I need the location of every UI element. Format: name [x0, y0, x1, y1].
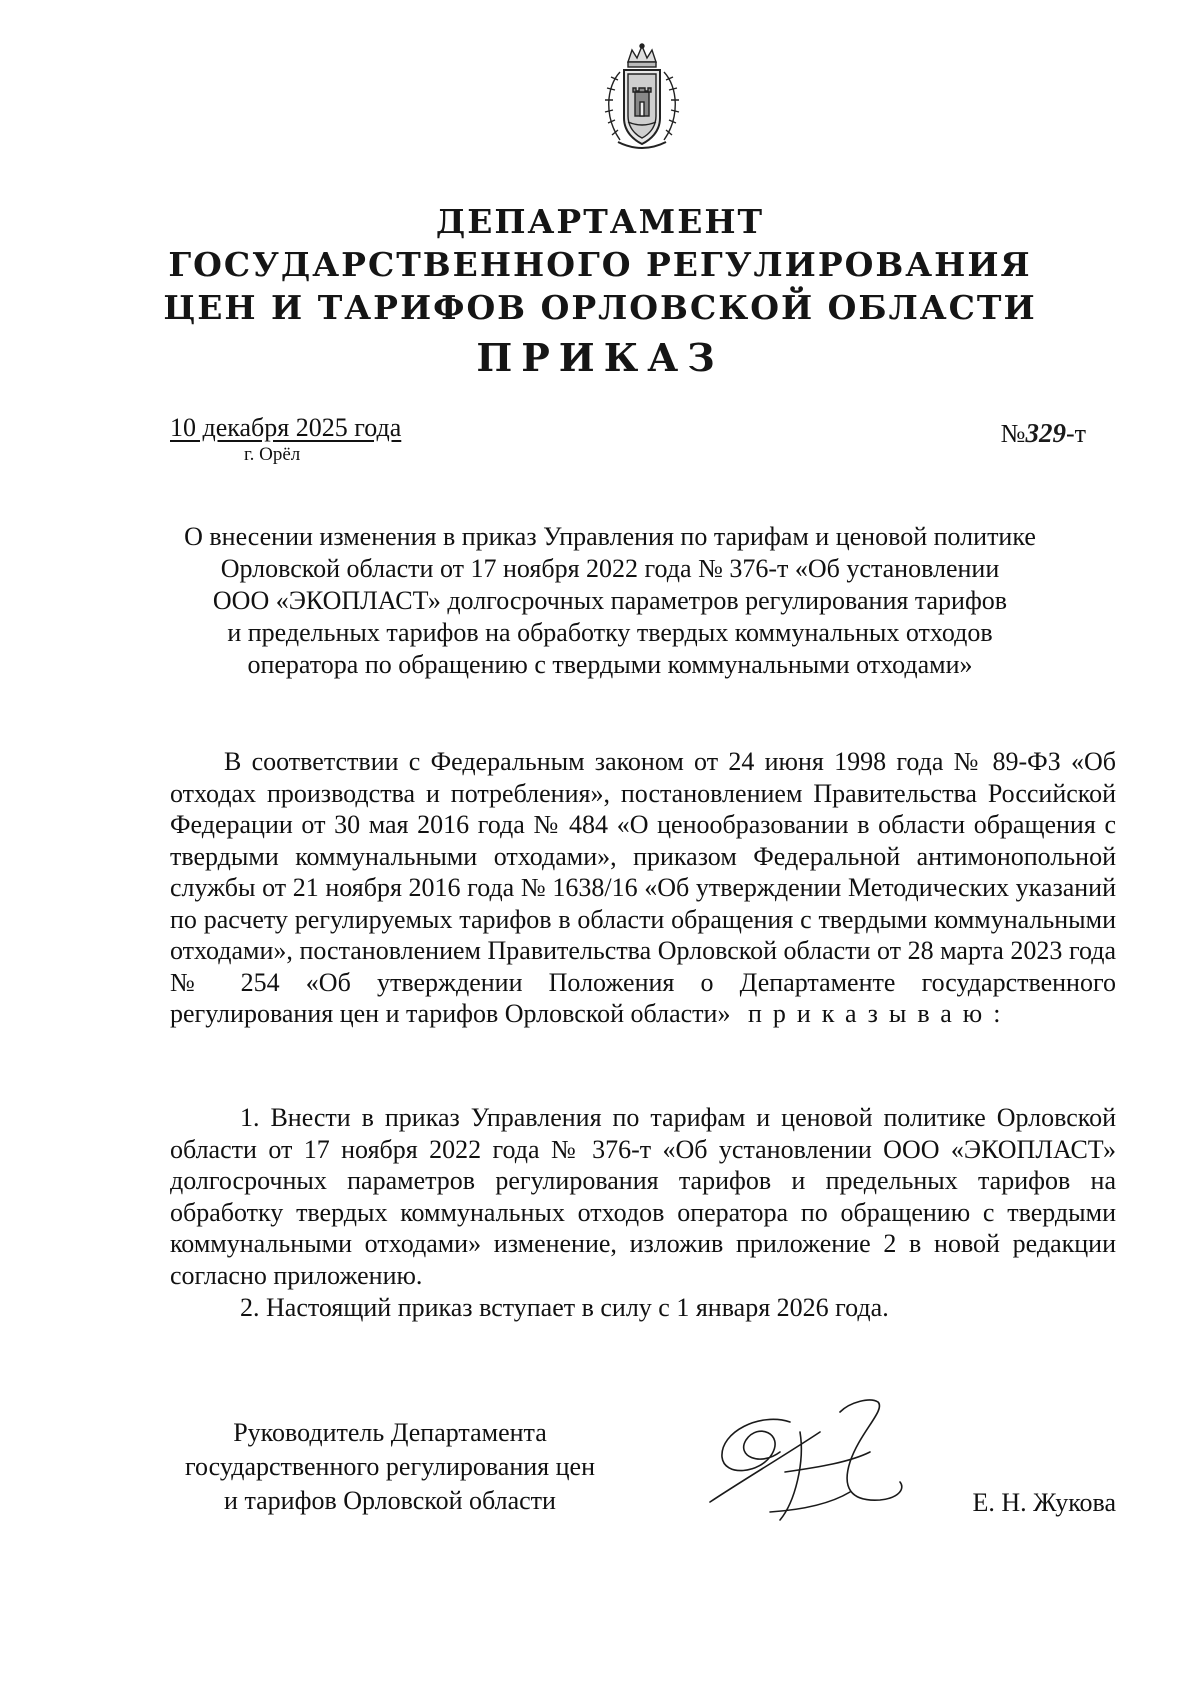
- subject-line4: и предельных тарифов на обработку твердых коммунальных отходов: [227, 618, 993, 647]
- document-city: г. Орёл: [244, 444, 301, 465]
- signatory-title-line1: Руководитель Департамента: [233, 1418, 547, 1447]
- signatory-title: [150, 1416, 630, 1518]
- document-type-title: ПРИКАЗ: [476, 335, 724, 380]
- order-word: приказываю:: [730, 999, 1012, 1028]
- handwritten-signature: [700, 1392, 920, 1532]
- order-item-2: 2. Настоящий приказ вступает в силу с 1 января 2026 года.: [240, 1293, 889, 1322]
- signatory-name: Е. Н. Жукова: [972, 1488, 1116, 1517]
- department-name-line2: ГОСУДАРСТВЕННОГО РЕГУЛИРОВАНИЯ: [168, 245, 1032, 284]
- signatory-title-line3: и тарифов Орловской области: [224, 1486, 556, 1515]
- document-date: 10 декабря 2025 года: [170, 413, 402, 442]
- number-prefix: №: [1000, 419, 1026, 448]
- number-handwritten: 329: [1025, 418, 1066, 448]
- preamble-text: В соответствии с Федеральным законом от 24 июня 1998 года № 89-ФЗ «Об отходах производства и потребления», постановлением Правительства Российской Федерации от 30 мая 2016 года № 484 «О ценообразовании в области обращения с твердыми коммунальными отходами», приказом Федеральной антимонопольной службы от 21 ноября 2016 года № 1638/16 «Об утверждении Методических указаний по расчету регулируемых тарифов в области обращения с твердыми коммунальными отходами», постановлением Правительства Орловской области от 28 марта 2023 года № 254 «Об утверждении Положения о Департаменте государственного регулирования цен и тарифов Орловской области»: [170, 747, 1116, 1028]
- department-name-line3: ЦЕН И ТАРИФОВ ОРЛОВСКОЙ ОБЛАСТИ: [163, 288, 1037, 327]
- subject-line3: ООО «ЭКОПЛАСТ» долгосрочных параметров регулирования тарифов: [212, 586, 1008, 615]
- order-item-1: 1. Внести в приказ Управления по тарифам и ценовой политике Орловской области от 17 ноября 2022 года № 376-т «Об установлении ООО «ЭКОПЛАСТ» долгосрочных параметров регулирования тарифов и предельных тарифов на обработку твердых коммунальных отходов оператора по обращению с твердыми коммунальными отходами» изменение, изложив приложение 2 в новой редакции согласно приложению.: [170, 1103, 1116, 1290]
- department-name-line1: ДЕПАРТАМЕНТ: [435, 202, 765, 241]
- department-name: [0, 200, 1200, 329]
- preamble-paragraph: [170, 746, 1116, 1030]
- number-suffix: -т: [1065, 419, 1086, 448]
- coat-of-arms-icon: [598, 42, 686, 156]
- subject-line5: оператора по обращению с твердыми коммунальными отходами»: [247, 650, 973, 679]
- subject-line1: О внесении изменения в приказ Управления по тарифам и ценовой политике: [184, 522, 1036, 551]
- document-number: [1001, 418, 1086, 449]
- document-subject: [150, 521, 1070, 681]
- subject-line2: Орловской области от 17 ноября 2022 года № 376-т «Об установлении: [220, 554, 1000, 583]
- signatory-title-line2: государственного регулирования цен: [185, 1452, 595, 1481]
